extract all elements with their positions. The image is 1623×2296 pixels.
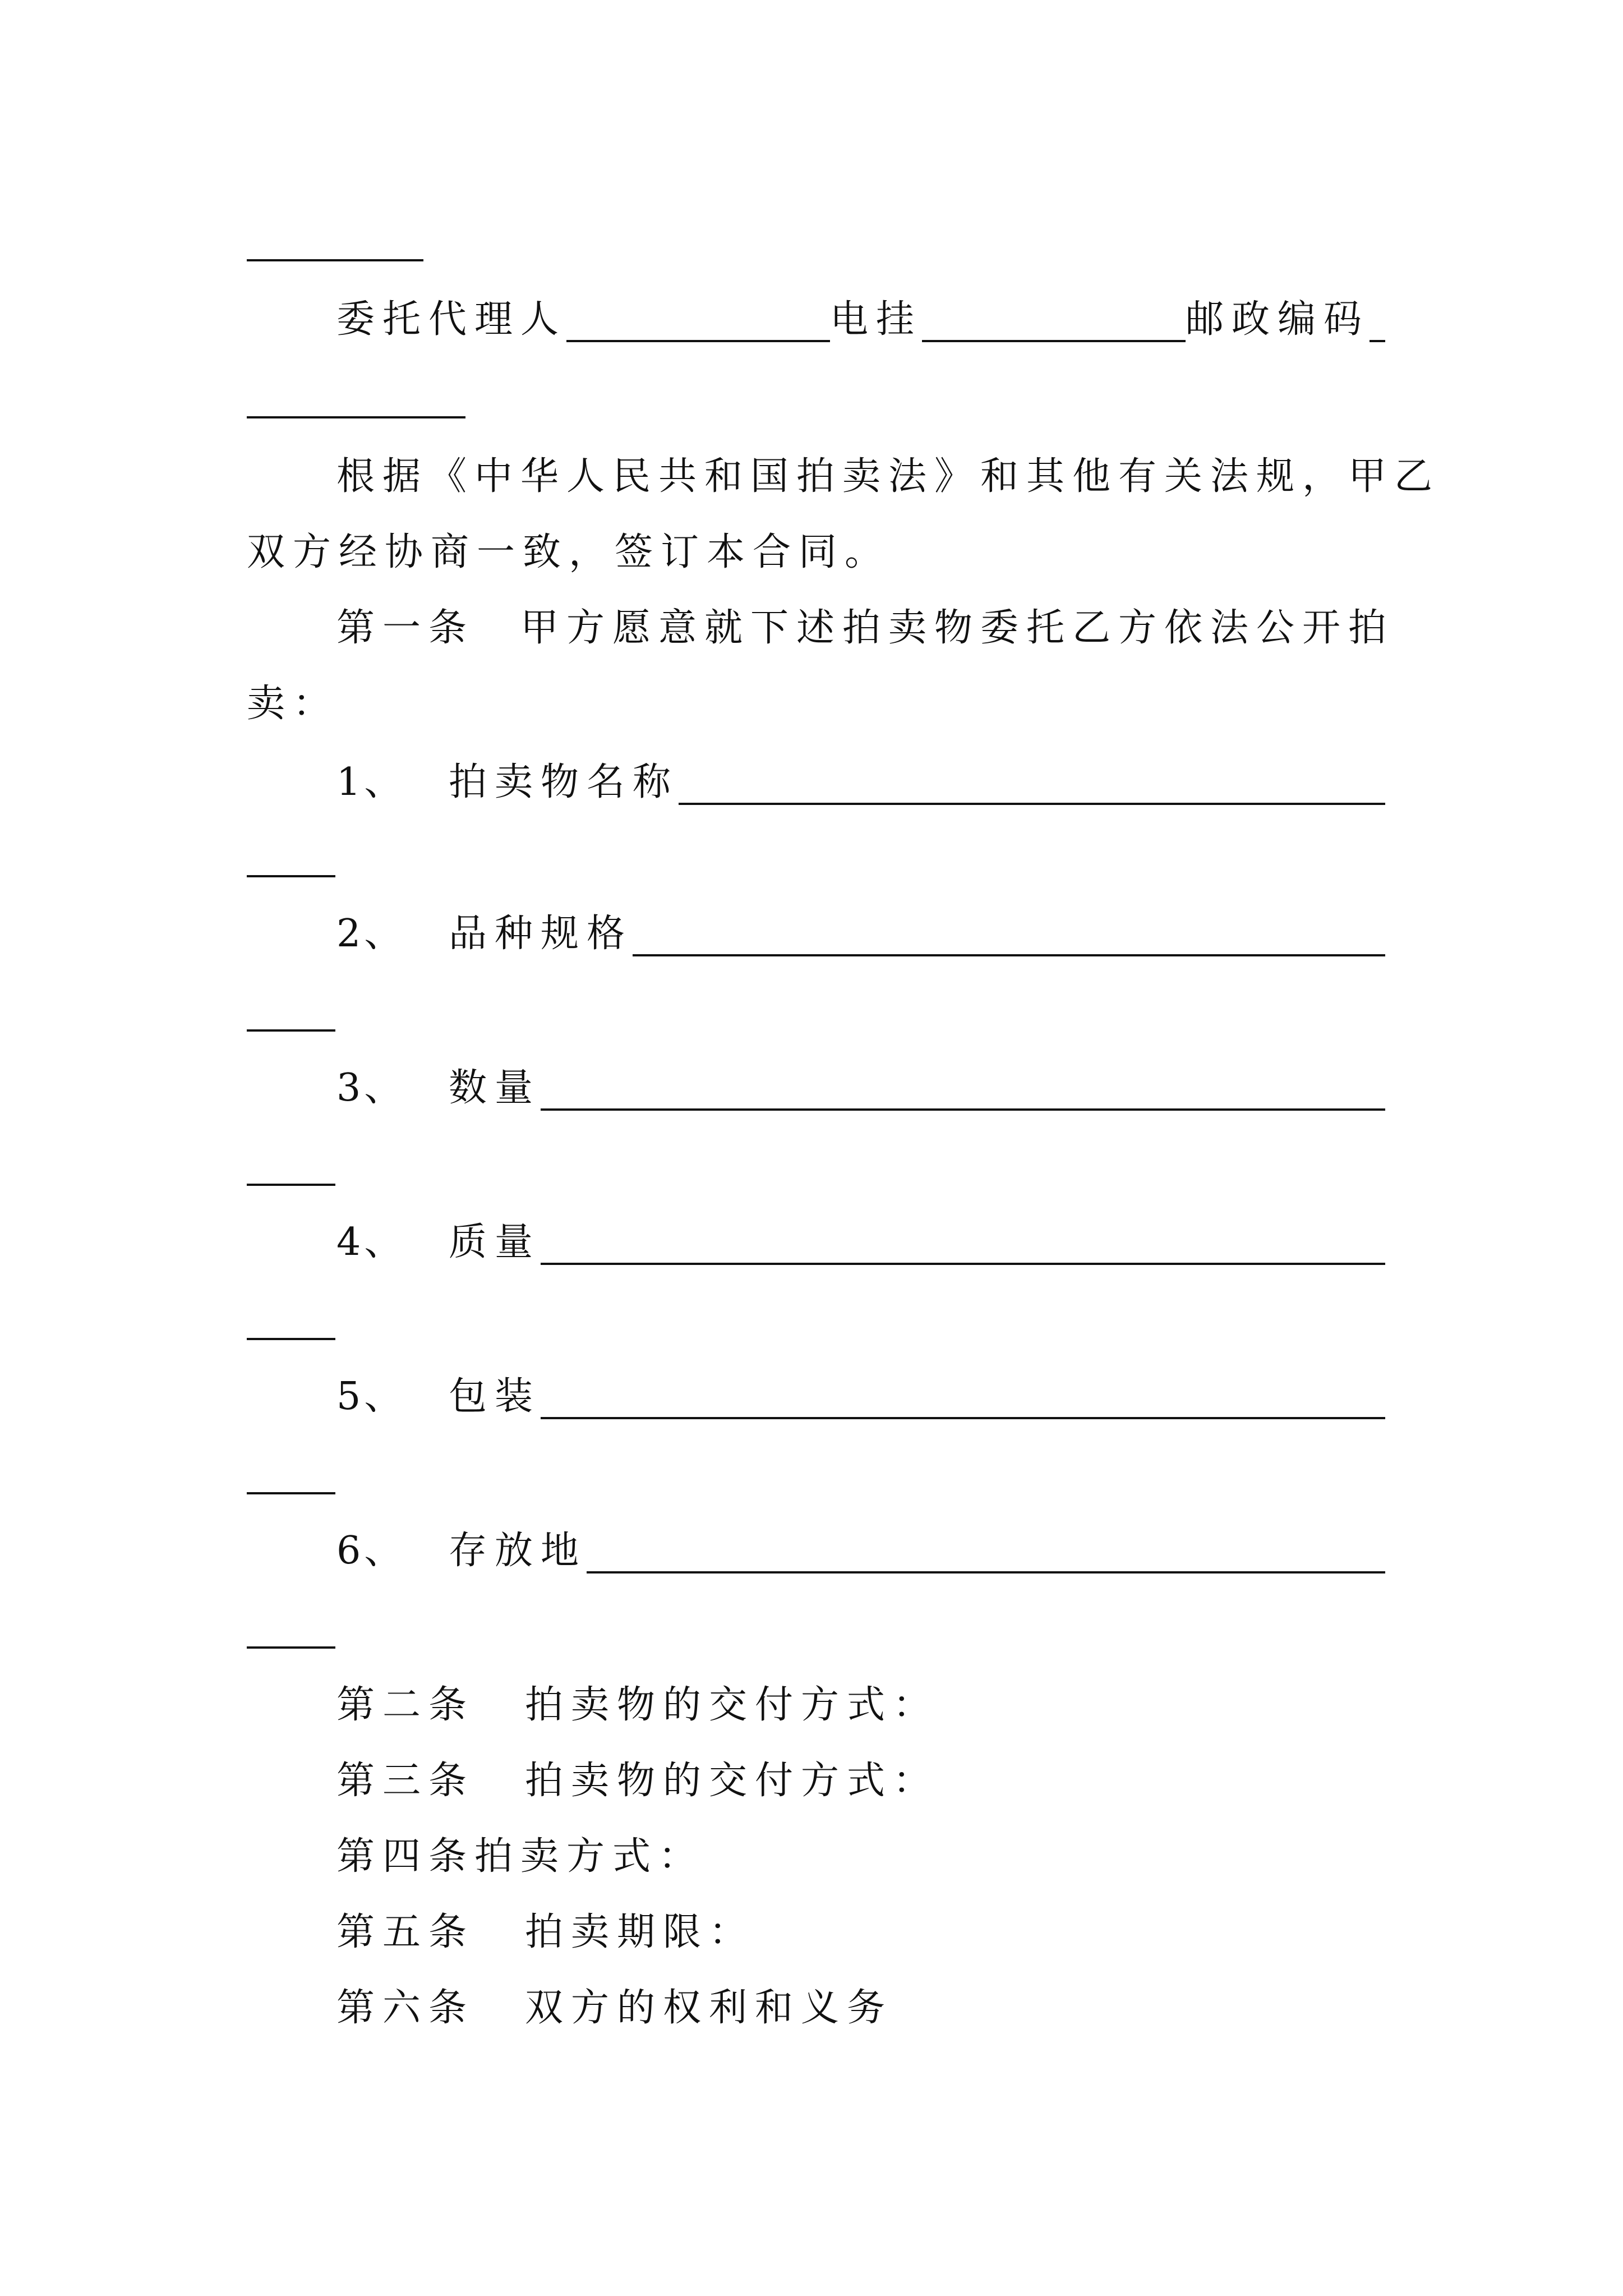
- item-row-5: [336, 1374, 1385, 1419]
- article-title: 第六条: [336, 1986, 475, 2030]
- item-blank-continuation: [247, 1184, 335, 1186]
- item-label: 品种规格: [449, 912, 633, 956]
- item-number: 3、: [336, 1066, 406, 1110]
- article-title: 第五条: [336, 1910, 475, 1954]
- item-blank-continuation: [247, 1646, 335, 1649]
- article-row-5: [336, 1910, 1385, 1955]
- item-row-1: [336, 760, 1385, 805]
- postal-blank[interactable]: [1370, 303, 1385, 342]
- item-number: 5、: [336, 1374, 406, 1419]
- article-text: 拍卖期限：: [525, 1910, 755, 1954]
- postal-blank-continuation: [247, 416, 465, 418]
- article-row-2: [336, 1683, 1385, 1728]
- agent-blank[interactable]: [566, 303, 830, 342]
- item-row-4: [336, 1220, 1385, 1265]
- item-blank[interactable]: [541, 1071, 1385, 1111]
- article-title: 第三条: [336, 1759, 475, 1803]
- item-blank[interactable]: [541, 1380, 1385, 1419]
- phone-blank[interactable]: [922, 303, 1186, 342]
- article-title: 第四条拍卖方式：: [336, 1834, 705, 1879]
- article-text: 拍卖物的交付方式：: [525, 1683, 939, 1727]
- article-title: 第二条: [336, 1683, 475, 1727]
- article1-line-1: 第一条 甲方愿意就下述拍卖物委托乙方依法公开拍: [336, 606, 1395, 650]
- intro-line-2: 双方经协商一致，签订本合同。: [247, 530, 891, 574]
- item-row-6: [336, 1529, 1385, 1573]
- item-label: 质量: [449, 1220, 541, 1264]
- item-label: 数量: [449, 1066, 541, 1110]
- item-blank-continuation: [247, 1338, 335, 1340]
- item-label: 存放地: [449, 1529, 587, 1573]
- article-row-6: [336, 1986, 1385, 2031]
- item-label: 拍卖物名称: [449, 760, 679, 804]
- postal-label: 邮政编码: [1186, 297, 1370, 342]
- intro-line-1: 根据《中华人民共和国拍卖法》和其他有关法规，甲乙: [336, 454, 1441, 499]
- article-row-4: [336, 1834, 1385, 1879]
- agent-row: [336, 297, 1385, 342]
- item-number: 2、: [336, 912, 406, 956]
- item-blank-continuation: [247, 1029, 335, 1032]
- blank-line-continuation: [247, 259, 423, 261]
- item-label: 包装: [449, 1374, 541, 1419]
- article-text: 双方的权利和义务: [525, 1986, 893, 2030]
- agent-label: 委托代理人: [336, 297, 567, 342]
- item-number: 6、: [336, 1529, 406, 1573]
- item-row-3: [336, 1066, 1385, 1111]
- item-number: 1、: [336, 760, 406, 804]
- item-blank[interactable]: [633, 917, 1385, 956]
- item-blank[interactable]: [679, 766, 1385, 805]
- article1-line-2: 卖：: [247, 682, 339, 726]
- article-row-3: [336, 1759, 1385, 1803]
- item-blank[interactable]: [587, 1534, 1385, 1573]
- item-row-2: [336, 912, 1385, 956]
- item-blank-continuation: [247, 875, 335, 877]
- phone-label: 电挂: [830, 297, 923, 342]
- article-text: 拍卖物的交付方式：: [525, 1759, 939, 1803]
- item-number: 4、: [336, 1220, 406, 1264]
- item-blank-continuation: [247, 1492, 335, 1494]
- item-blank[interactable]: [541, 1226, 1385, 1265]
